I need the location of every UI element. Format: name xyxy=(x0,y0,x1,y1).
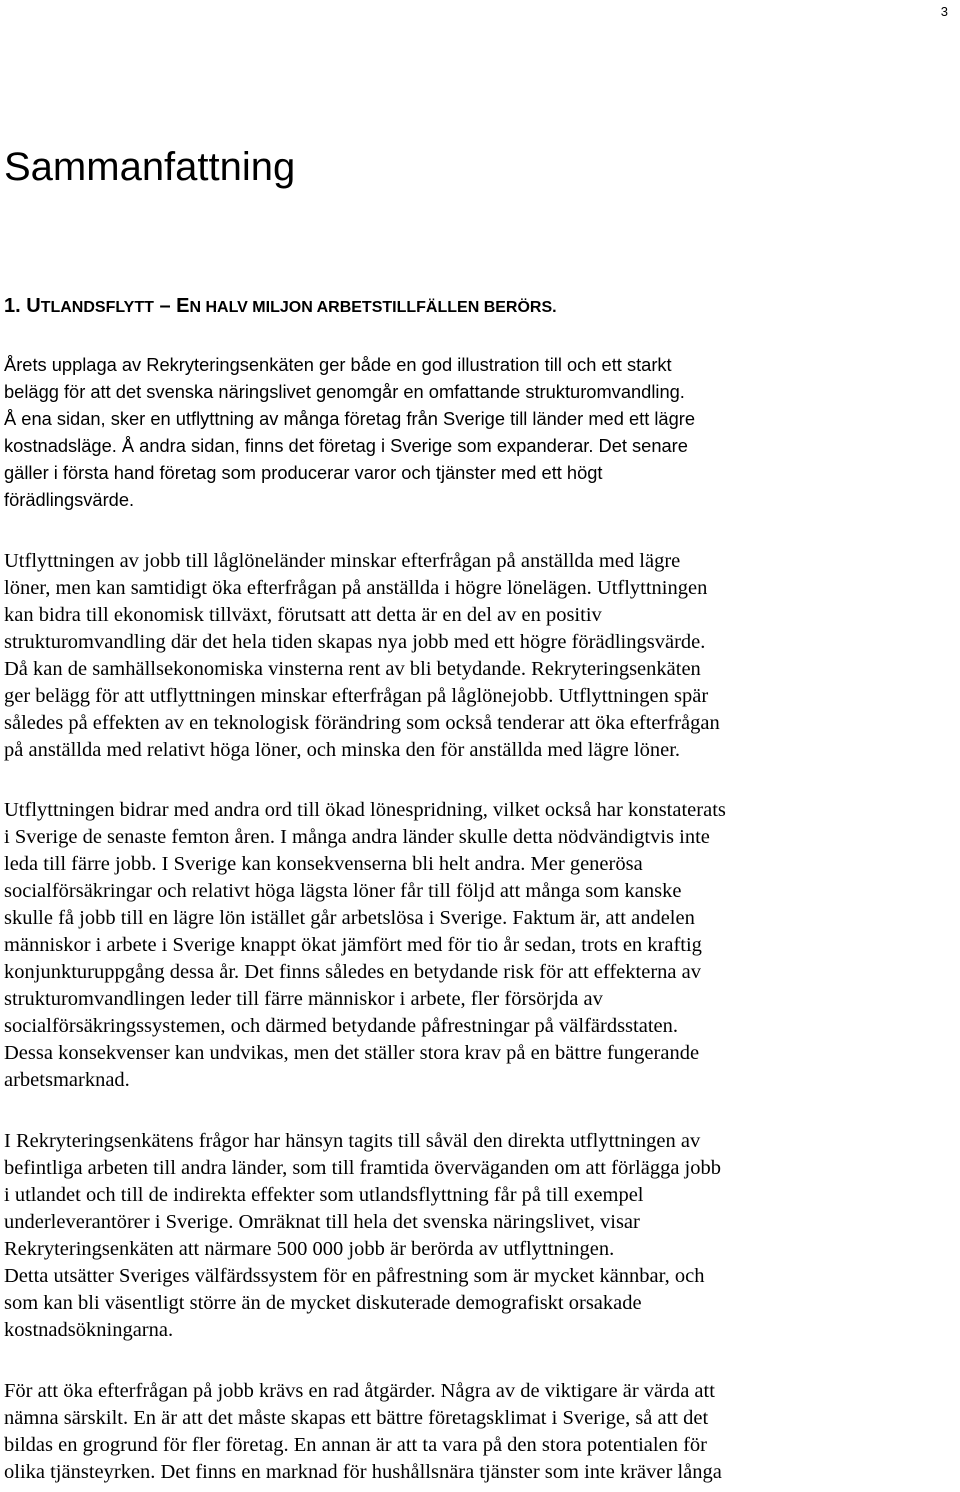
text-segment: olika tjänsteyrken. Det finns en marknad för hushållsnära tjänster som inte kräver långa xyxy=(4,1461,722,1483)
text-line xyxy=(4,1236,956,1263)
text-segment: befintliga arbeten till andra länder, som till framtida överväganden om att förlägga jobb xyxy=(4,1157,721,1179)
text-line xyxy=(4,629,956,656)
section-heading-initial-2: E xyxy=(176,295,190,317)
text-line xyxy=(4,737,956,764)
paragraph-1 xyxy=(4,351,956,513)
paragraph-5 xyxy=(4,1378,956,1486)
text-segment: socialförsäkringar och relativt höga lägsta löner får till följd att många som kanske xyxy=(4,880,682,902)
text-segment: Då kan de samhällsekonomiska vinsterna rent av bli betydande. Rekryteringsenkäten xyxy=(4,658,701,680)
section-number: 1. xyxy=(4,295,27,317)
text-line xyxy=(4,432,956,459)
paragraph-2 xyxy=(4,548,956,764)
text-segment: strukturomvandlingen leder till färre människor i arbete, fler försörjda av xyxy=(4,988,603,1010)
text-line xyxy=(4,683,956,710)
text-line xyxy=(4,959,956,986)
section-heading xyxy=(4,292,557,322)
text-line xyxy=(4,905,956,932)
text-segment: således på effekten av en teknologisk förändring som också tenderar att öka efterfrågan xyxy=(4,712,720,734)
text-segment: på anställda med relativt höga löner, och minska den för anställda med lägre löner. xyxy=(4,739,681,761)
text-line xyxy=(4,1378,956,1405)
text-line xyxy=(4,710,956,737)
paragraph-3 xyxy=(4,797,956,1094)
text-segment: Rekryteringsenkäten att närmare 500 000 jobb är berörda av utflyttningen. xyxy=(4,1238,615,1260)
text-line xyxy=(4,351,956,378)
text-segment: kostnadsökningarna. xyxy=(4,1319,174,1341)
text-segment: konjunkturuppgång dessa år. Det finns således en betydande risk för att effekterna av xyxy=(4,961,701,983)
text-line xyxy=(4,851,956,878)
section-heading-initial-1: U xyxy=(26,295,41,317)
page-number: 3 xyxy=(940,4,948,19)
text-line xyxy=(4,405,956,432)
text-line xyxy=(4,1182,956,1209)
text-segment: leda till färre jobb. I Sverige kan konsekvenserna bli helt andra. Mer generösa xyxy=(4,853,643,875)
text-segment: skulle få jobb till en lägre lön istället går arbetslösa i Sverige. Faktum är, att andelen xyxy=(4,907,695,929)
text-line xyxy=(4,1209,956,1236)
text-segment: Årets upplaga av Rekryteringsenkäten ger både en god illustration till och ett starkt xyxy=(4,354,672,375)
text-line xyxy=(4,1040,956,1067)
text-segment: människor i arbete i Sverige knappt ökat jämfört med för tio år sedan, trots en kraftig xyxy=(4,934,702,956)
text-line xyxy=(4,1405,956,1432)
text-segment: nämna särskilt. En är att det måste skapas ett bättre företagsklimat i Sverige, så att det xyxy=(4,1407,709,1429)
text-line xyxy=(4,797,956,824)
text-line xyxy=(4,1067,956,1094)
text-segment: bildas en grogrund för fler företag. En annan är att ta vara på den stora potentialen för xyxy=(4,1434,707,1456)
text-line xyxy=(4,824,956,851)
text-segment: förädlingsvärde. xyxy=(4,489,135,510)
text-segment: Dessa konsekvenser kan undvikas, men det ställer stora krav på en bättre fungerande xyxy=(4,1042,700,1064)
text-segment: som kan bli väsentligt större än de mycket diskuterade demografiskt orsakade xyxy=(4,1292,642,1314)
section-heading-part-2: N HALV MILJON ARBETSTILLFÄLLEN BERÖRS. xyxy=(189,299,557,316)
section-heading-part-1: TLANDSFLYTT xyxy=(40,299,154,316)
text-segment: gäller i första hand företag som producerar varor och tjänster med ett högt xyxy=(4,462,603,483)
text-segment: socialförsäkringssystemen, och därmed betydande påfrestningar på välfärdsstaten. xyxy=(4,1015,678,1037)
text-line xyxy=(4,1432,956,1459)
text-line xyxy=(4,548,956,575)
text-line xyxy=(4,1155,956,1182)
text-segment: i Sverige de senaste femton åren. I många andra länder skulle detta nödvändigtvis inte xyxy=(4,826,710,848)
text-line xyxy=(4,932,956,959)
text-segment: kostnadsläge. Å andra sidan, finns det företag i Sverige som expanderar. Det senare xyxy=(4,435,688,456)
paragraph-4 xyxy=(4,1128,956,1344)
text-line xyxy=(4,1128,956,1155)
text-segment: I Rekryteringsenkätens frågor har hänsyn tagits till såväl den direkta utflyttningen av xyxy=(4,1130,701,1152)
text-segment: ger belägg för att utflyttningen minskar efterfrågan på låglönejobb. Utflyttningen spär xyxy=(4,685,709,707)
text-line xyxy=(4,878,956,905)
text-line xyxy=(4,656,956,683)
text-line xyxy=(4,1317,956,1344)
text-line xyxy=(4,486,956,513)
text-segment: kan bidra till ekonomisk tillväxt, förutsatt att detta är en del av en positiv xyxy=(4,604,602,626)
text-line xyxy=(4,378,956,405)
page-title: Sammanfattning xyxy=(4,145,296,189)
text-line xyxy=(4,575,956,602)
text-segment: Utflyttningen bidrar med andra ord till ökad lönespridning, vilket också har konstaterats xyxy=(4,799,726,821)
text-segment: arbetsmarknad. xyxy=(4,1069,130,1091)
text-line xyxy=(4,1263,956,1290)
text-segment: Å ena sidan, sker en utflyttning av många företag från Sverige till länder med ett lägre xyxy=(4,408,696,429)
text-segment: i utlandet och till de indirekta effekter som utlandsflyttning får på till exempel xyxy=(4,1184,644,1206)
text-segment: löner, men kan samtidigt öka efterfrågan på anställda i högre lönelägen. Utflyttningen xyxy=(4,577,708,599)
text-line xyxy=(4,459,956,486)
text-line xyxy=(4,986,956,1013)
text-line xyxy=(4,1013,956,1040)
text-segment: strukturomvandling där det hela tiden skapas nya jobb med ett högre förädlingsvärde. xyxy=(4,631,706,653)
text-segment: För att öka efterfrågan på jobb krävs en rad åtgärder. Några av de viktigare är värda att xyxy=(4,1380,715,1402)
text-line xyxy=(4,1290,956,1317)
text-segment: belägg för att det svenska näringslivet genomgår en omfattande strukturomvandling. xyxy=(4,381,685,402)
text-segment: underleverantörer i Sverige. Omräknat till hela det svenska näringslivet, visar xyxy=(4,1211,640,1233)
text-segment: Utflyttningen av jobb till låglöneländer minskar efterfrågan på anställda med lägre xyxy=(4,550,681,572)
text-line xyxy=(4,602,956,629)
text-segment: Detta utsätter Sveriges välfärdssystem för en påfrestning som är mycket kännbar, och xyxy=(4,1265,705,1287)
text-line xyxy=(4,1459,956,1486)
section-heading-dash: – xyxy=(153,295,177,317)
